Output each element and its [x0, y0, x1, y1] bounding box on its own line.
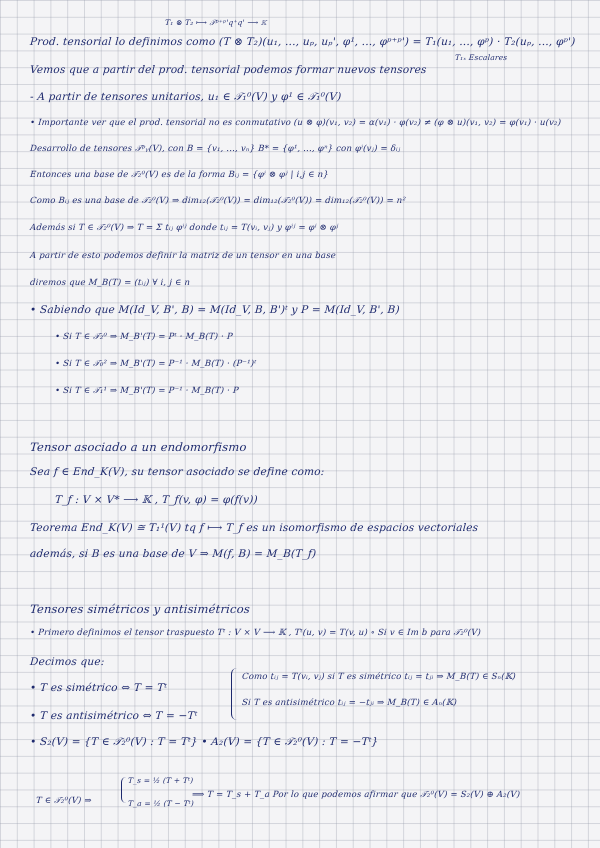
contravariant-case: • Si T ∈ 𝒯₀² ⇒ M_B'(T) = P⁻¹ · M_B(T) · (P⁻¹)ᵗ	[54, 359, 257, 369]
section-heading-endomorphism: Tensor asociado a un endomorfismo	[29, 440, 248, 454]
associated-tensor-definition: Sea f ∈ End_K(V), su tensor asociado se define como:	[29, 466, 325, 478]
we-say-that: Decimos que:	[29, 656, 105, 668]
tensor-expansion-line: Desarrollo de tensores 𝒯ᵖᵧ(V), con B = {v₁, ..., vₙ} B* = {φ¹, ..., φⁿ} con φⁱ(vⱼ) = δᵢⱼ	[29, 144, 401, 154]
symmetric-part-formula: T_s = ½ (T + Tᵗ)	[127, 776, 194, 785]
symmetric-matrix-note: Como tᵢⱼ = T(vᵢ, vⱼ) si T es simétrico tᵢⱼ = tⱼᵢ ⇒ M_B(T) ∈ Sₙ(𝕂)	[241, 672, 517, 682]
symmetric-antisymmetric-spaces: • S₂(V) = {T ∈ 𝒯₂⁰(V) : T = Tᵗ} • A₂(V) = {T ∈ 𝒯₂⁰(V) : T = −Tᵗ}	[29, 736, 379, 748]
scalars-note: T₁ₓ Escalares	[454, 53, 508, 62]
antisymmetric-matrix-note: Si T es antisimétrico tᵢⱼ = −tⱼᵢ ⇒ M_B(T) ∈ Aₙ(𝕂)	[241, 698, 458, 708]
unit-tensors-line: - A partir de tensores unitarios, u₁ ∈ 𝒯₁⁰(V) y φ¹ ∈ 𝒯₁⁰(V)	[29, 91, 342, 103]
change-of-basis-line: • Sabiendo que M(Id_V, B', B) = M(Id_V, B, B')ᵗ y P = M(Id_V, B', B)	[29, 304, 401, 316]
decomposition-start: T ∈ 𝒯₂⁰(V) ⇒	[35, 796, 93, 806]
isomorphism-theorem: Teorema End_K(V) ≅ T₁¹(V) tq f ⟼ T_f es un isomorfismo de espacios vectoriales	[29, 522, 479, 534]
tensor-product-definition: Prod. tensorial lo definimos como (T ⊗ T₂)(u₁, ..., uₚ, uₚ', φ¹, ..., φᵖ⁺ᵖ') = T₁(u₁, ..., φᵖ) · T₂(uₚ, ..., φᵖ')	[29, 36, 576, 48]
matrix-definition-line: diremos que M_B(T) = (tᵢⱼ) ∀ i, j ∈ n	[29, 278, 191, 288]
covariant-case: • Si T ∈ 𝒯₂⁰ ⇒ M_B'(T) = Pᵗ · M_B(T) · P	[54, 332, 234, 342]
tensor-sum-line: Además si T ∈ 𝒯₂⁰(V) ⇒ T = Σ tᵢⱼ φⁱʲ donde tᵢⱼ = T(vᵢ, vⱼ) y φⁱʲ = φⁱ ⊗ φʲ	[29, 223, 339, 233]
antisymmetric-part-formula: T_a = ½ (T − Tᵗ)	[127, 799, 195, 808]
section-heading-symmetric: Tensores simétricos y antisimétricos	[29, 602, 251, 616]
direct-sum-conclusion: ⟹ T = T_s + T_a Por lo que podemos afirmar que 𝒯₂⁰(V) = S₂(V) ⊕ A₂(V)	[191, 790, 521, 800]
associated-tensor-formula: T_f : V × V* ⟶ 𝕂 , T_f(v, φ) = φ(f(v))	[54, 494, 259, 506]
matrix-intro-line: A partir de esto podemos definir la matriz de un tensor en una base	[29, 251, 337, 261]
basis-form-line: Entonces una base de 𝒯₂⁰(V) es de la forma Bᵢⱼ = {φⁱ ⊗ φʲ | i,j ∈ n}	[29, 170, 330, 180]
brace-symbol	[231, 668, 242, 720]
tensor-product-mapping: T₁ ⊗ T₂ ⟼ 𝒯ᵖ⁺ᵖ'q⁺q' ⟶ 𝕂	[164, 18, 268, 27]
antisymmetric-condition: • T es antisimétrico ⇔ T = −Tᵗ	[29, 710, 198, 722]
symmetric-condition: • T es simétrico ⇔ T = Tᵗ	[29, 682, 168, 694]
non-commutative-note: • Importante ver que el prod. tensorial no es conmutativo (u ⊗ φ)(v₁, v₂) = α(v₁) · φ(v₂) ≠ (φ ⊗ u)(v₁, v₂) = φ(v₁) · u(v₂)	[29, 118, 562, 128]
matrix-equality-line: además, si B es una base de V ⇒ M(f, B) = M_B(T_f)	[29, 548, 317, 560]
dimension-line: Como Bᵢⱼ es una base de 𝒯₂⁰(V) ⇒ dim₁₂(𝒯₂⁰(V)) = dim₁₂(𝒯₂⁰(V)) = dim₁₂(𝒯₂⁰(V)) = n²	[29, 196, 407, 206]
mixed-case: • Si T ∈ 𝒯₁¹ ⇒ M_B'(T) = P⁻¹ · M_B(T) · P	[54, 386, 240, 396]
transpose-definition: • Primero definimos el tensor traspuesto Tᵗ : V × V ⟶ 𝕂 , Tᵗ(u, v) = T(v, u) ∘ Si v ∈ Im b para 𝒯₂⁰(V)	[29, 628, 482, 638]
new-tensors-intro: Vemos que a partir del prod. tensorial podemos formar nuevos tensores	[29, 64, 427, 76]
